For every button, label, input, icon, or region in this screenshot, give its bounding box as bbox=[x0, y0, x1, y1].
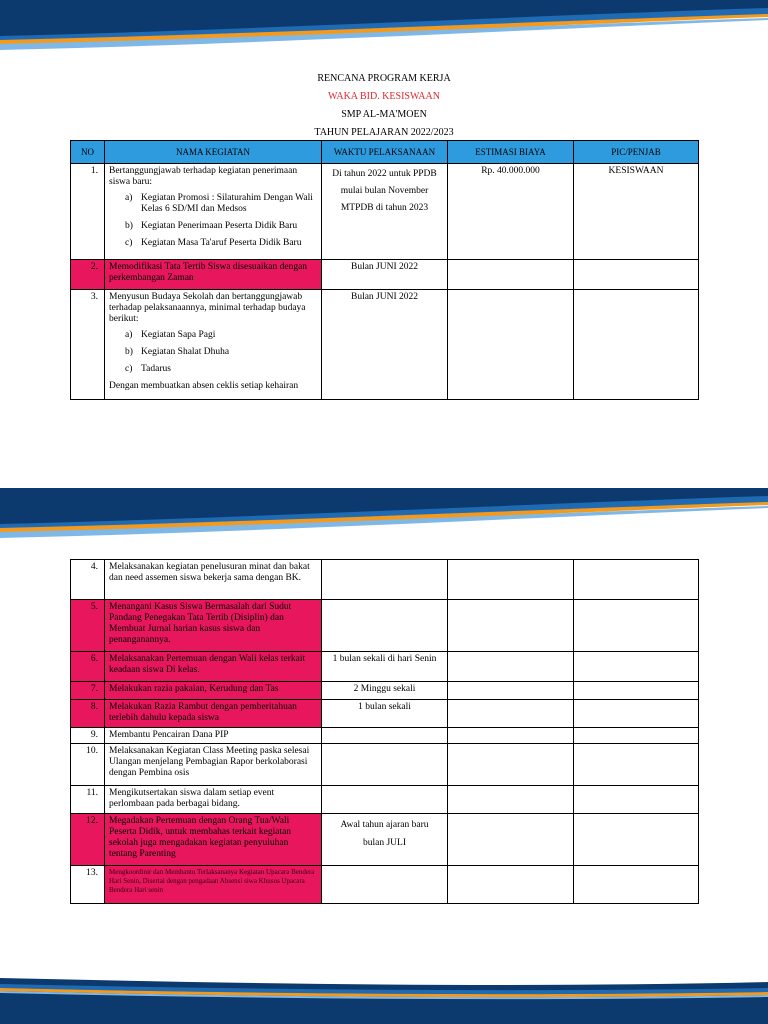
row-kegiatan: Melakukan razia pakaian, Kerudung dan Tas bbox=[105, 682, 322, 700]
row-pic bbox=[574, 744, 699, 786]
row-number: 2. bbox=[71, 260, 105, 290]
row-number: 1. bbox=[71, 164, 105, 260]
row-waktu: Bulan JUNI 2022 bbox=[322, 290, 448, 400]
sub-list bbox=[125, 330, 317, 375]
sub-item: b) Kegiatan Penerimaan Peserta Didik Baru bbox=[125, 221, 298, 231]
col-header-waktu: WAKTU PELAKSANAAN bbox=[322, 141, 448, 164]
table-row bbox=[71, 260, 699, 290]
bottom-banner-wave bbox=[0, 978, 768, 1024]
kegiatan-text: Menyusun Budaya Sekolah dan bertanggungjawab terhadap pelaksanaannya, minimal terhadap budaya berikut: bbox=[109, 292, 306, 324]
table-row bbox=[71, 290, 699, 400]
row-pic bbox=[574, 260, 699, 290]
row-number: 13. bbox=[71, 866, 105, 904]
row-kegiatan: Melaksanakan Kegiatan Class Meeting paska selesai Ulangan menjelang Pembagian Rapor berkolaborasi dengan Pembina osis bbox=[105, 744, 322, 786]
table-row bbox=[71, 744, 699, 786]
sub-item: a) Kegiatan Sapa Pagi bbox=[125, 330, 216, 340]
col-header-no: NO bbox=[71, 141, 105, 164]
row-pic bbox=[574, 560, 699, 600]
row-kegiatan: Mengkoordinir dan Membantu Terlaksananya Kegiatan Upacara Bendera Hari Senin, Disertai dengan pengadaan Absensi siwa Khusus Upacara Bendera Hari senin bbox=[105, 866, 322, 904]
title-line-1: RENCANA PROGRAM KERJA bbox=[317, 73, 451, 84]
sub-item: c) Tadarus bbox=[125, 364, 171, 374]
sub-item: b) Kegiatan Shalat Dhuha bbox=[125, 347, 230, 357]
table-row bbox=[71, 600, 699, 652]
table-row bbox=[71, 866, 699, 904]
title-line-3: SMP AL-MA'MOEN bbox=[341, 109, 427, 120]
program-table-part-2 bbox=[70, 559, 699, 904]
title-line-2: WAKA BID. KESISWAAN bbox=[328, 91, 440, 102]
row-waktu bbox=[322, 866, 448, 904]
row-number: 3. bbox=[71, 290, 105, 400]
row-biaya bbox=[448, 682, 574, 700]
row-biaya bbox=[448, 290, 574, 400]
row-biaya: Rp. 40.000.000 bbox=[448, 164, 574, 260]
row-number: 6. bbox=[71, 652, 105, 682]
row-kegiatan: Menangani Kasus Siswa Bermasalah dari Sudut Pandang Penegakan Tata Tertib (Disiplin) dan Membuat Jurnal harian kasus siswa dan penanganannya. bbox=[105, 600, 322, 652]
program-table-part-1 bbox=[70, 140, 699, 400]
table-row bbox=[71, 786, 699, 814]
row-biaya bbox=[448, 728, 574, 744]
row-waktu bbox=[322, 728, 448, 744]
row-pic bbox=[574, 600, 699, 652]
top-banner-wave bbox=[0, 488, 768, 540]
row-kegiatan: Membantu Pencairan Dana PIP bbox=[105, 728, 322, 744]
row-pic: KESISWAAN bbox=[574, 164, 699, 260]
row-pic bbox=[574, 682, 699, 700]
row-pic bbox=[574, 290, 699, 400]
kegiatan-text: Bertanggungjawab terhadap kegiatan penerimaan siswa baru: bbox=[109, 166, 298, 187]
row-biaya bbox=[448, 600, 574, 652]
row-kegiatan: Melaksanakan Pertemuan dengan Wali kelas terkait keadaan siswa Di kelas. bbox=[105, 652, 322, 682]
table-row bbox=[71, 700, 699, 728]
row-number: 9. bbox=[71, 728, 105, 744]
col-header-pic: PIC/PENJAB bbox=[574, 141, 699, 164]
row-pic bbox=[574, 728, 699, 744]
row-kegiatan: Melakukan Razia Rambut dengan pemberitahuan terlebih dahulu kepada siswa bbox=[105, 700, 322, 728]
row-number: 10. bbox=[71, 744, 105, 786]
document-page-2 bbox=[0, 488, 768, 1024]
row-biaya bbox=[448, 560, 574, 600]
row-kegiatan: Mengikutsertakan siswa dalam setiap event perlombaan pada berbagai bidang. bbox=[105, 786, 322, 814]
title-line-4: TAHUN PELAJARAN 2022/2023 bbox=[314, 127, 454, 138]
page-gap bbox=[0, 464, 768, 488]
row-waktu: Di tahun 2022 untuk PPDB mulai bulan November MTPDB di tahun 2023 bbox=[322, 164, 448, 260]
table-row bbox=[71, 728, 699, 744]
row-number: 11. bbox=[71, 786, 105, 814]
row-number: 7. bbox=[71, 682, 105, 700]
row-waktu: 2 Minggu sekali bbox=[322, 682, 448, 700]
row-biaya bbox=[448, 260, 574, 290]
row-pic bbox=[574, 866, 699, 904]
row-biaya bbox=[448, 652, 574, 682]
row-kegiatan bbox=[105, 290, 322, 400]
row-waktu: 1 bulan sekali di hari Senin bbox=[322, 652, 448, 682]
row-pic bbox=[574, 700, 699, 728]
row-waktu: 1 bulan sekali bbox=[322, 700, 448, 728]
table-row bbox=[71, 560, 699, 600]
row-pic bbox=[574, 814, 699, 866]
row-kegiatan: Megadakan Pertemuan dengan Orang Tua/Wali Peserta Didik, untuk membahas terkait kegiatan sekolah juga mengadakan kegiatan penyuluhan tentang Parenting bbox=[105, 814, 322, 866]
kegiatan-note: Dengan membuatkan absen ceklis setiap kehairan bbox=[109, 381, 299, 391]
row-waktu bbox=[322, 786, 448, 814]
sub-list bbox=[125, 193, 317, 249]
table-header-row bbox=[71, 141, 699, 164]
row-biaya bbox=[448, 814, 574, 866]
row-number: 12. bbox=[71, 814, 105, 866]
table-row bbox=[71, 652, 699, 682]
row-number: 4. bbox=[71, 560, 105, 600]
sub-item: c) Kegiatan Masa Ta'aruf Peserta Didik Baru bbox=[125, 238, 302, 248]
row-kegiatan: Memodifikasi Tata Tertib Siswa disesuaikan dengan perkembangan Zaman bbox=[105, 260, 322, 290]
row-kegiatan: Melaksanakan kegiatan penelusuran minat dan bakat dan need assemen siswa bekerja sama dengan BK. bbox=[105, 560, 322, 600]
row-number: 8. bbox=[71, 700, 105, 728]
row-waktu bbox=[322, 600, 448, 652]
col-header-biaya: ESTIMASI BIAYA bbox=[448, 141, 574, 164]
table-row bbox=[71, 814, 699, 866]
row-waktu bbox=[322, 744, 448, 786]
row-kegiatan bbox=[105, 164, 322, 260]
sub-item: a) Kegiatan Promosi : Silaturahim Dengan Wali Kelas 6 SD/MI dan Medsos bbox=[125, 193, 313, 214]
row-biaya bbox=[448, 786, 574, 814]
row-biaya bbox=[448, 866, 574, 904]
row-waktu: Bulan JUNI 2022 bbox=[322, 260, 448, 290]
top-banner-wave bbox=[0, 0, 768, 52]
row-waktu bbox=[322, 560, 448, 600]
row-waktu: Awal tahun ajaran baru bulan JULI bbox=[322, 814, 448, 866]
row-pic bbox=[574, 652, 699, 682]
row-biaya bbox=[448, 744, 574, 786]
row-pic bbox=[574, 786, 699, 814]
row-biaya bbox=[448, 700, 574, 728]
table-row bbox=[71, 682, 699, 700]
col-header-kegiatan: NAMA KEGIATAN bbox=[105, 141, 322, 164]
document-page-1 bbox=[0, 0, 768, 464]
table-row bbox=[71, 164, 699, 260]
row-number: 5. bbox=[71, 600, 105, 652]
document-title bbox=[0, 70, 768, 142]
